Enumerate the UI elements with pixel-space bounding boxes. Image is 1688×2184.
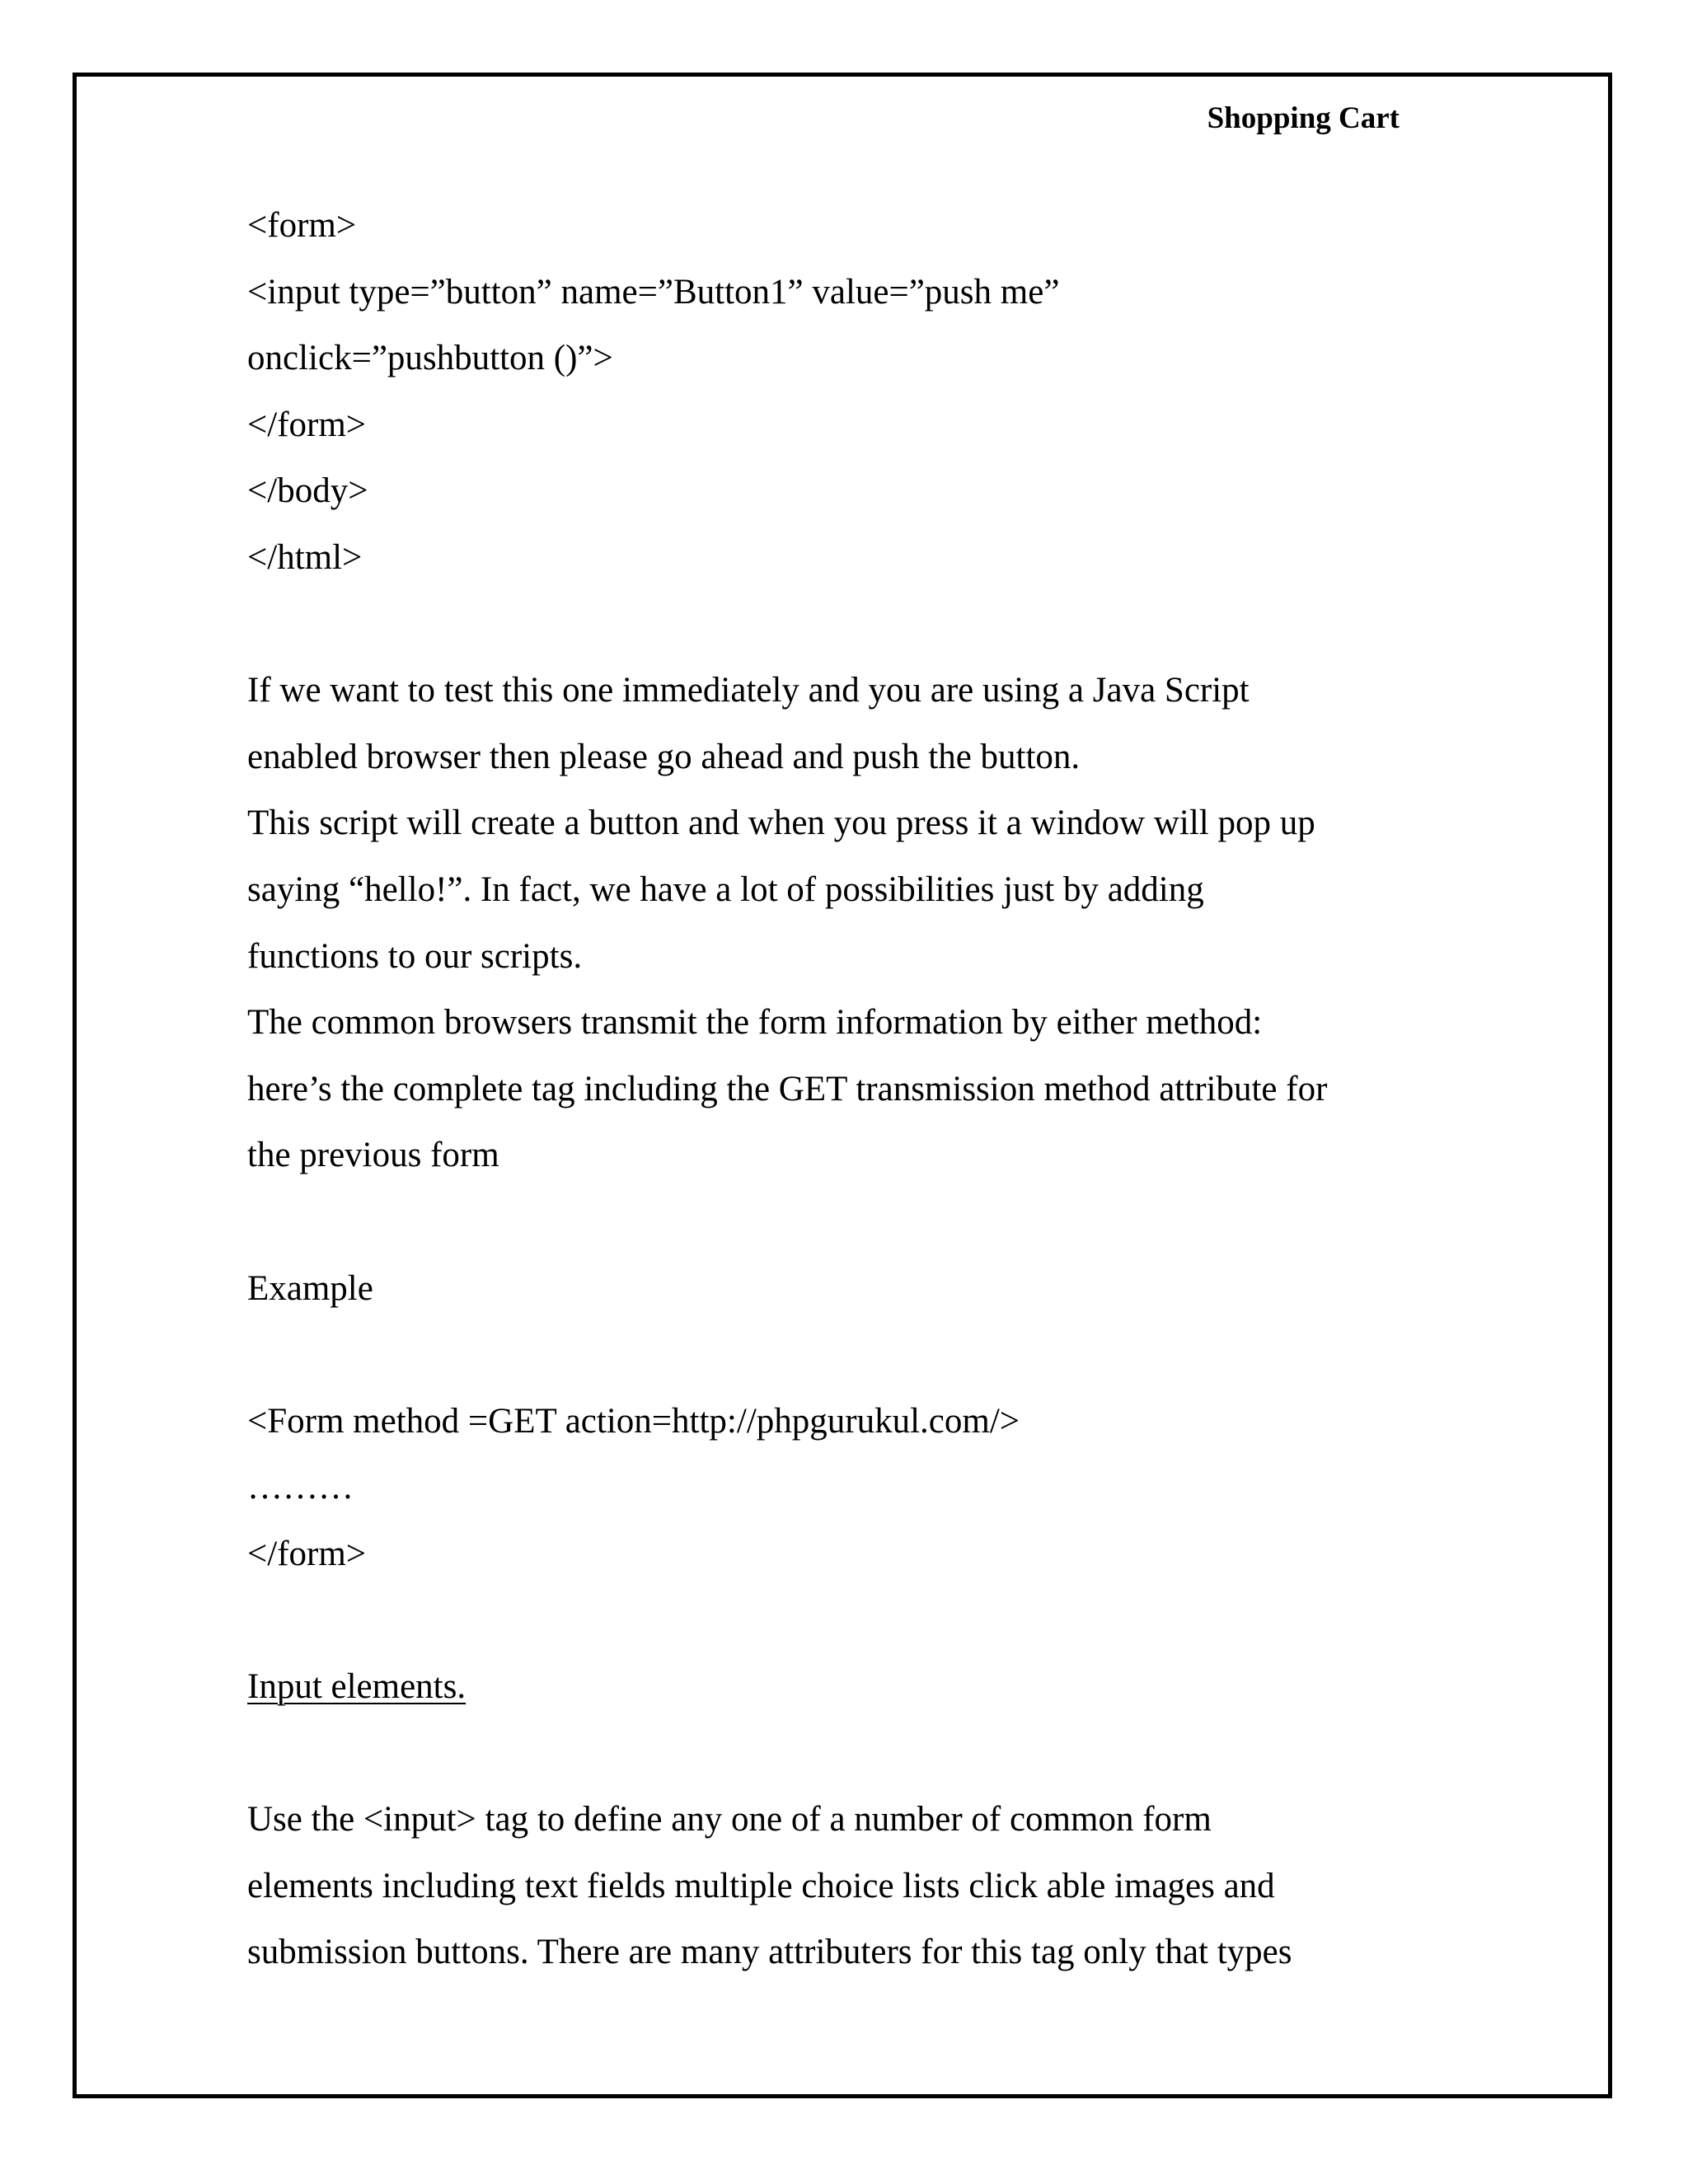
code-line: onclick=”pushbutton ()”> bbox=[247, 339, 613, 378]
section-heading: Input elements. bbox=[247, 1667, 467, 1707]
text-line: This script will create a button and when you press it a window will pop up bbox=[247, 804, 1315, 843]
spacer bbox=[247, 1587, 1451, 1654]
page-body bbox=[247, 193, 1451, 1986]
code-line: </form> bbox=[247, 405, 367, 444]
spacer bbox=[247, 592, 1451, 658]
text-line: submission buttons. There are many attributers for this tag only that types bbox=[247, 1933, 1292, 1972]
code-line: ……… bbox=[247, 1468, 354, 1507]
spacer bbox=[247, 1189, 1451, 1256]
code-block-form-button bbox=[247, 193, 1451, 592]
code-line: <input type=”button” name=”Button1” value=”push me” bbox=[247, 272, 1060, 312]
spacer bbox=[247, 1322, 1451, 1389]
text-line: functions to our scripts. bbox=[247, 936, 583, 976]
code-block-form-method bbox=[247, 1389, 1451, 1588]
spacer bbox=[247, 1721, 1451, 1788]
text-line: If we want to test this one immediately and you are using a Java Script bbox=[247, 671, 1250, 710]
example-label: Example bbox=[247, 1268, 373, 1308]
running-header: Shopping Cart bbox=[1207, 101, 1400, 135]
paragraph-explanation bbox=[247, 658, 1451, 1189]
text-line: The common browsers transmit the form information by either method: bbox=[247, 1003, 1263, 1043]
code-line: <Form method =GET action=http://phpgurukul.com/> bbox=[247, 1401, 1020, 1441]
code-line: </form> bbox=[247, 1534, 367, 1573]
code-line: </body> bbox=[247, 471, 368, 511]
text-line: enabled browser then please go ahead and push the button. bbox=[247, 737, 1081, 776]
paragraph-input-elements bbox=[247, 1787, 1451, 1986]
text-line: elements including text fields multiple choice lists click able images and bbox=[247, 1866, 1275, 1905]
text-line: the previous form bbox=[247, 1136, 499, 1175]
text-line: Use the <input> tag to define any one of a number of common form bbox=[247, 1800, 1212, 1840]
code-line: <form> bbox=[247, 206, 357, 245]
text-line: here’s the complete tag including the GET transmission method attribute for bbox=[247, 1069, 1328, 1108]
text-line: saying “hello!”. In fact, we have a lot of possibilities just by adding bbox=[247, 869, 1204, 909]
code-line: </html> bbox=[247, 537, 363, 577]
